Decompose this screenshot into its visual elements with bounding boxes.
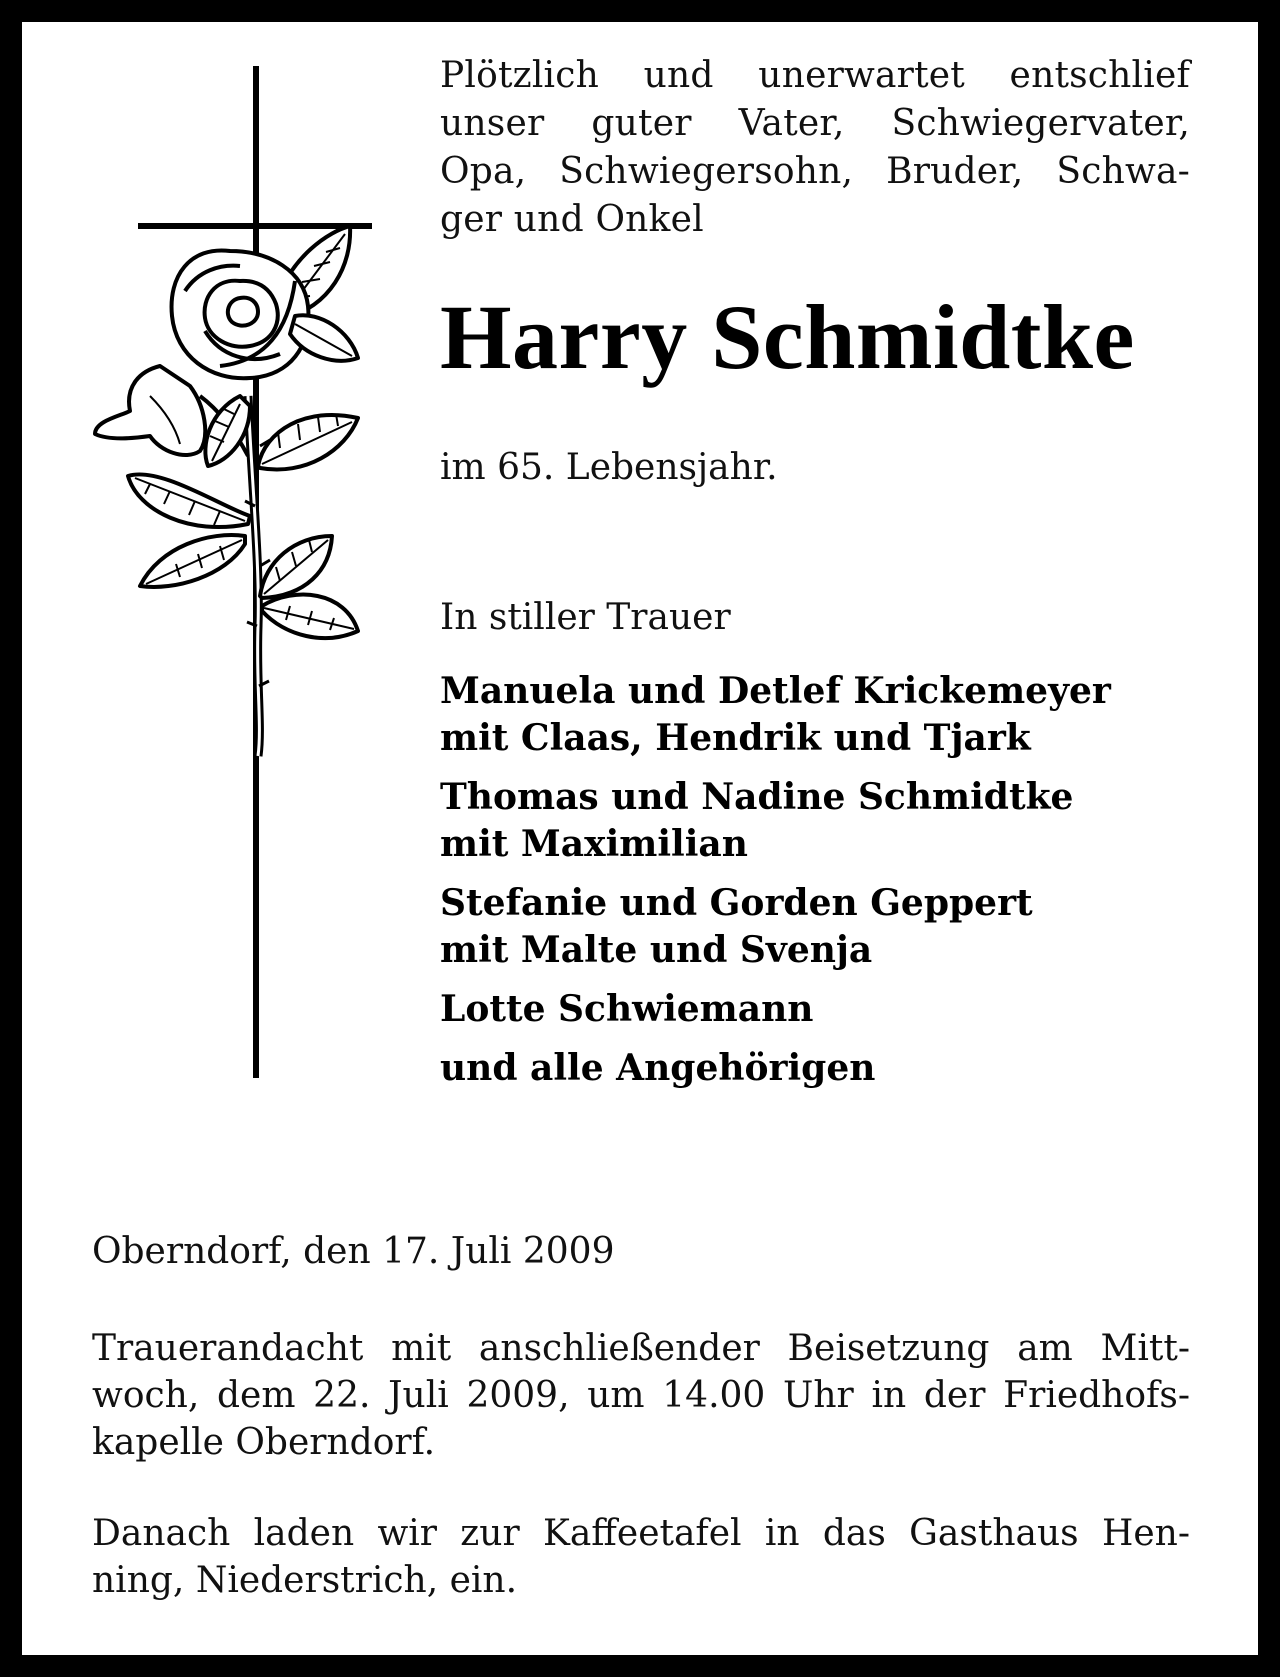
family-line: mit Claas, Hendrik und Tjark (440, 717, 1031, 759)
family-group (440, 880, 1111, 974)
family-group (440, 986, 1111, 1033)
mourning-line: In stiller Trauer (440, 597, 731, 638)
family-line: mit Malte und Svenja (440, 929, 873, 971)
intro-line: Opa, Schwiegersohn, Bruder, Schwa- (440, 151, 1190, 192)
service-line: woch, dem 22. Juli 2009, um 14.00 Uhr in der Friedhofs- (92, 1375, 1190, 1416)
age-line: im 65. Lebensjahr. (440, 447, 778, 488)
family-line: Thomas und Nadine Schmidtke (440, 776, 1074, 818)
service-info (92, 1325, 1190, 1466)
intro-line: Plötzlich und unerwartet entschlief (440, 55, 1190, 96)
intro-text (440, 52, 1190, 244)
rose-icon (95, 226, 358, 756)
coffee-line: ning, Niederstrich, ein. (92, 1560, 518, 1601)
service-line: Trauerandacht mit anschließender Beisetzung am Mitt- (92, 1328, 1190, 1369)
family-group (440, 668, 1111, 762)
family-line: mit Maximilian (440, 823, 748, 865)
place-date: Oberndorf, den 17. Juli 2009 (92, 1231, 615, 1272)
intro-line: unser guter Vater, Schwiegervater, (440, 103, 1190, 144)
family-line: Lotte Schwiemann (440, 988, 814, 1030)
family-line: Manuela und Detlef Krickemeyer (440, 670, 1111, 712)
intro-line: ger und Onkel (440, 199, 704, 240)
service-line: kapelle Oberndorf. (92, 1422, 436, 1463)
family-group (440, 774, 1111, 868)
coffee-info (92, 1510, 1190, 1604)
deceased-name: Harry Schmidtke (440, 286, 1135, 388)
family-list (440, 668, 1111, 1104)
family-group (440, 1045, 1111, 1092)
family-line: Stefanie und Gorden Geppert (440, 882, 1033, 924)
cross-with-rose-illustration (90, 66, 390, 1086)
family-line: und alle Angehörigen (440, 1047, 876, 1089)
coffee-line: Danach laden wir zur Kaffeetafel in das Gasthaus Hen- (92, 1513, 1190, 1554)
